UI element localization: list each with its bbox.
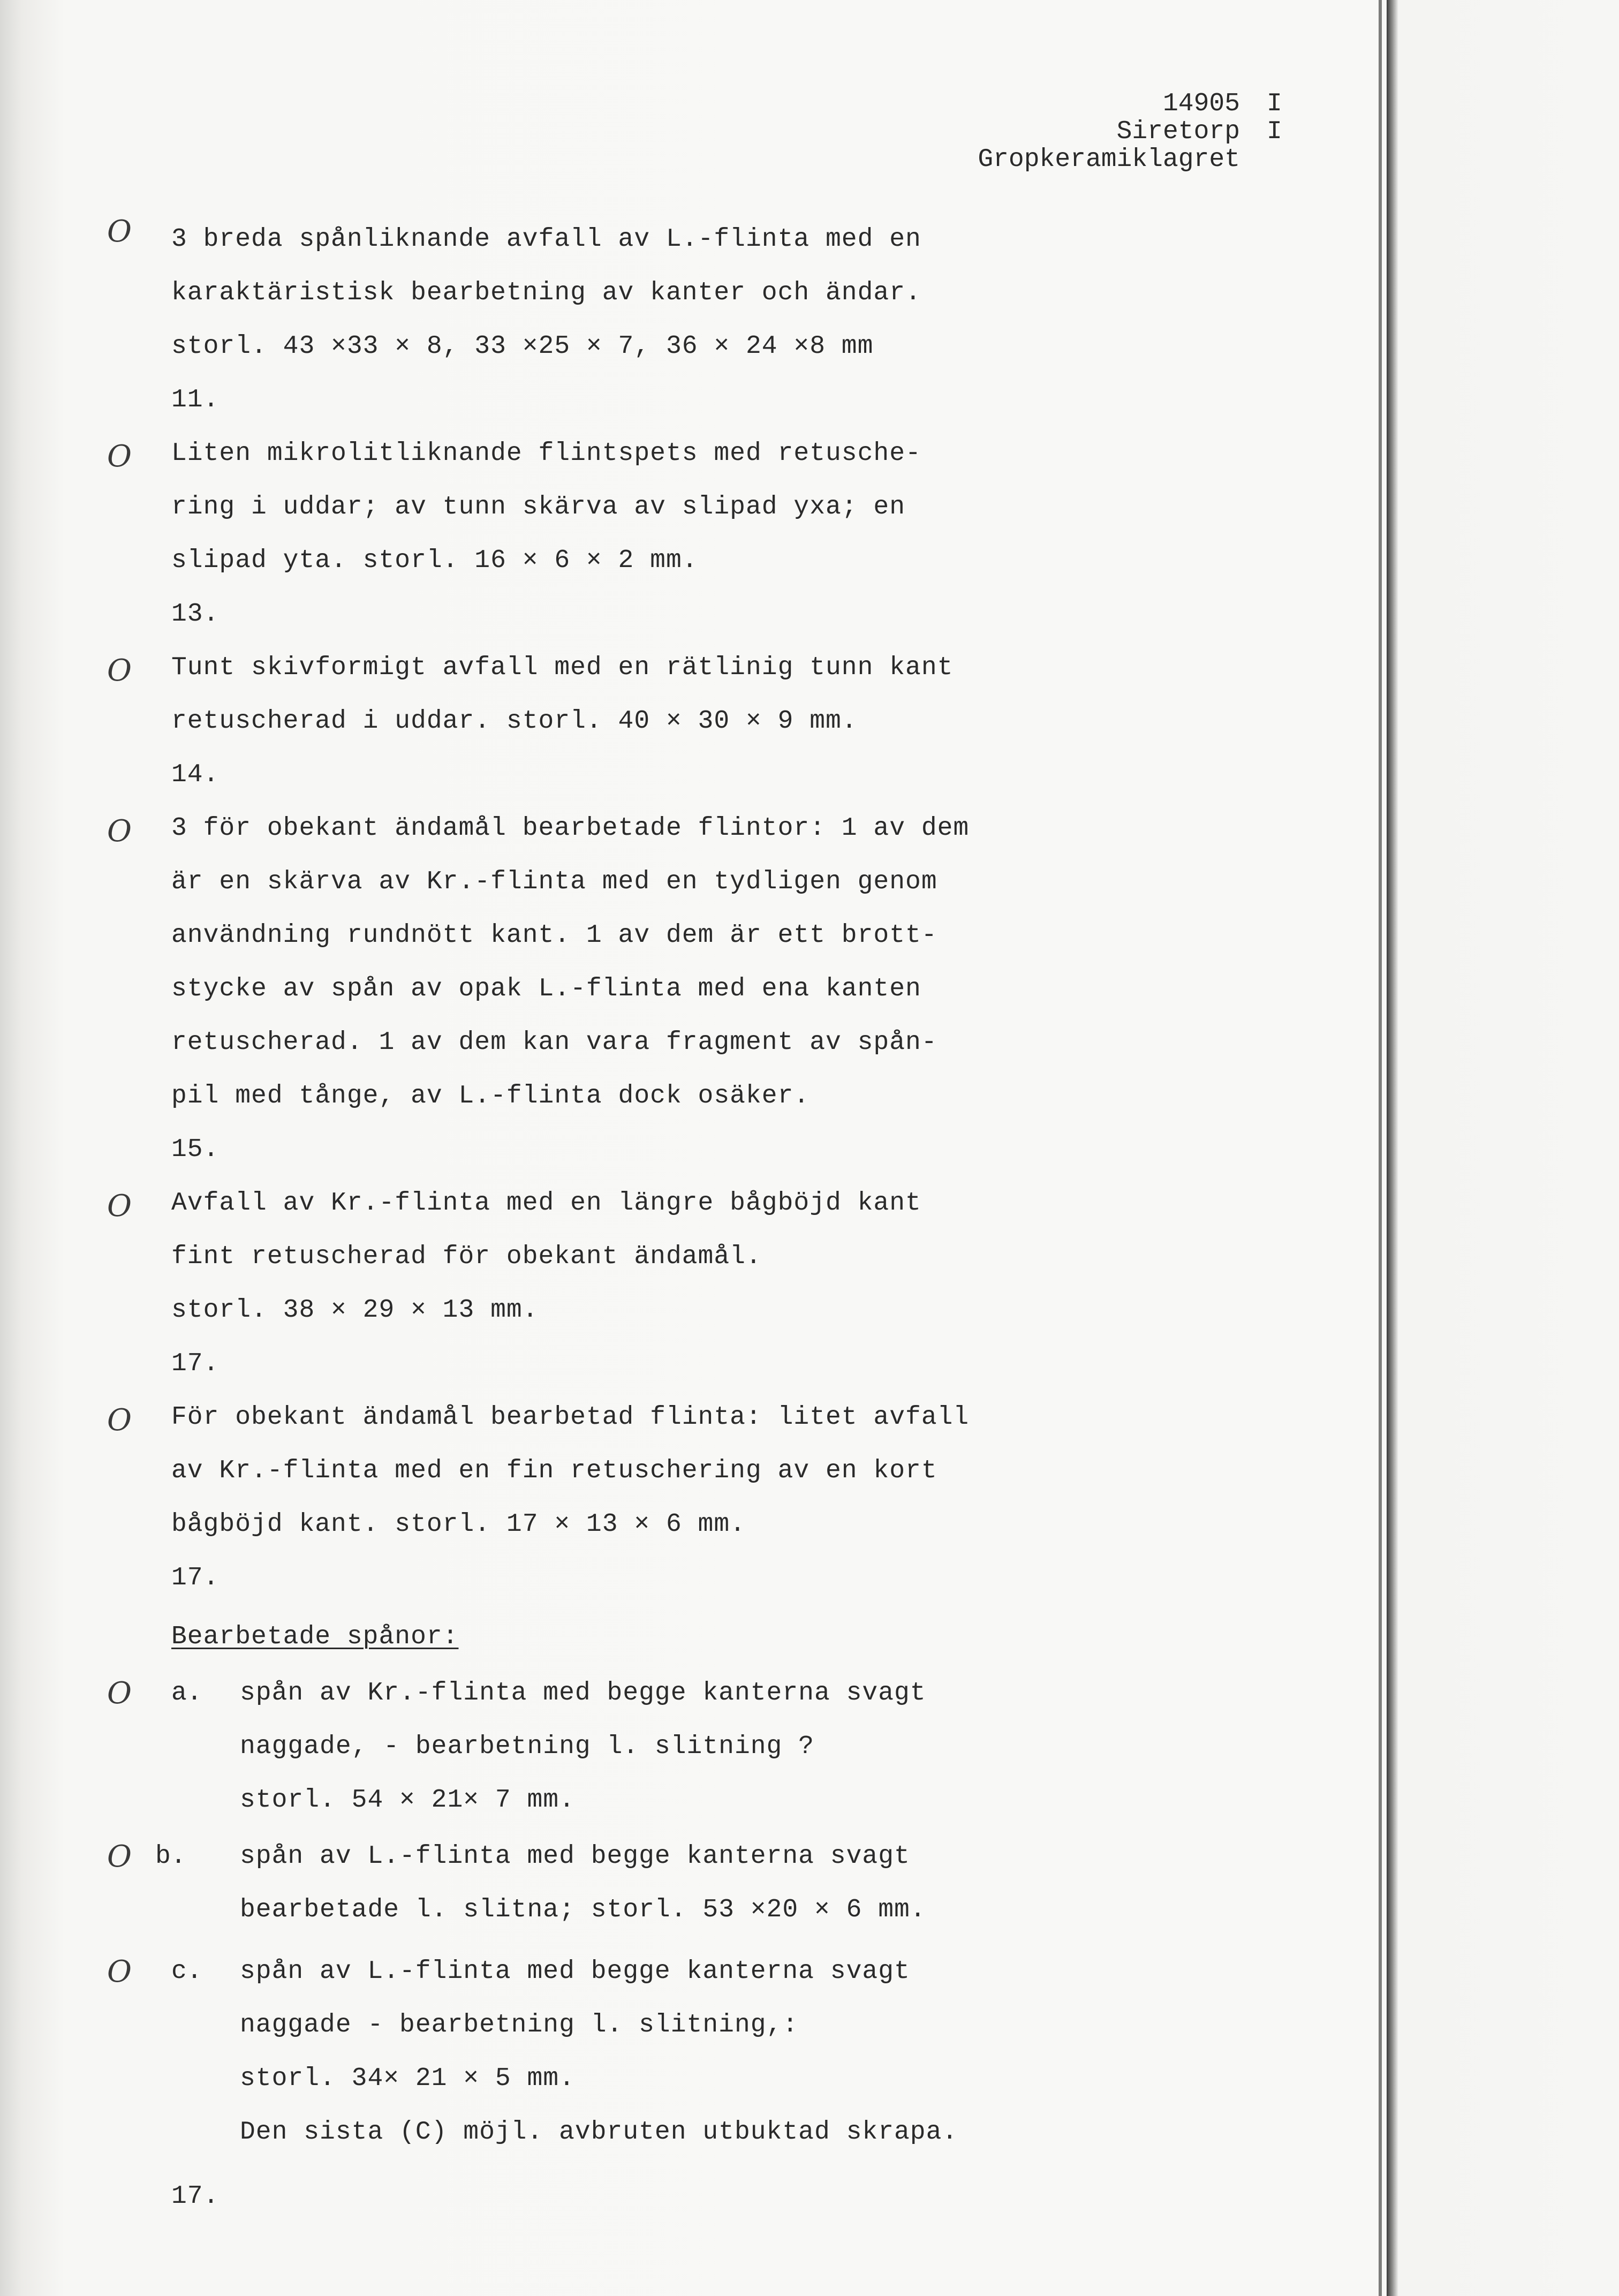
entry-3-line-2: retuscherad i uddar. storl. 40 × 30 × 9 mm.: [171, 707, 858, 736]
volume-mark-1: I: [1267, 89, 1282, 118]
margin-mark: O: [107, 1839, 132, 1874]
entry-6-number: 17.: [171, 1564, 220, 1592]
binding-edge: [1379, 0, 1382, 2296]
site-name: Siretorp: [1116, 117, 1240, 146]
layer-name: Gropkeramiklagret: [978, 145, 1240, 174]
entry-1-line-2: karaktäristisk bearbetning av kanter och ändar.: [171, 278, 921, 307]
entry-6-line-3: bågböjd kant. storl. 17 × 13 × 6 mm.: [171, 1510, 746, 1539]
binding-spine: [1387, 0, 1619, 2296]
entry-6-line-2: av Kr.-flinta med en fin retuschering av en kort: [171, 1456, 937, 1485]
catalog-number: 14905: [1162, 89, 1240, 118]
item-a-line-2: naggade, - bearbetning l. slitning ?: [240, 1732, 814, 1761]
final-number: 17.: [171, 2182, 220, 2211]
item-letter-a: a.: [171, 1679, 202, 1708]
entry-5-line-3: storl. 38 × 29 × 13 mm.: [171, 1296, 539, 1325]
entry-4-line-1: 3 för obekant ändamål bearbetade flintor: 1 av dem: [171, 814, 970, 843]
entry-5-line-2: fint retuscherad för obekant ändamål.: [171, 1242, 762, 1271]
entry-3-line-1: Tunt skivformigt avfall med en rätlinig tunn kant: [171, 653, 954, 682]
margin-mark: O: [107, 1189, 132, 1223]
item-c-line-4: Den sista (C) möjl. avbruten utbuktad skrapa.: [240, 2118, 958, 2147]
entry-4-number: 15.: [171, 1135, 220, 1164]
margin-mark: O: [107, 1403, 132, 1438]
item-c-line-2: naggade - bearbetning l. slitning,:: [240, 2011, 799, 2040]
spanor-heading: Bearbetade spånor:: [171, 1622, 459, 1651]
entry-1-number: 11.: [171, 386, 220, 414]
item-c-line-1: spån av L.-flinta med begge kanterna svagt: [240, 1957, 910, 1986]
entry-5-line-1: Avfall av Kr.-flinta med en längre bågböjd kant: [171, 1189, 921, 1218]
margin-mark: O: [107, 1954, 132, 1989]
entry-2-line-3: slipad yta. storl. 16 × 6 × 2 mm.: [171, 546, 698, 575]
item-c-line-3: storl. 34× 21 × 5 mm.: [240, 2064, 575, 2093]
item-a-line-3: storl. 54 × 21× 7 mm.: [240, 1786, 575, 1815]
entry-4-line-4: stycke av spån av opak L.-flinta med ena kanten: [171, 975, 921, 1003]
entry-4-line-5: retuscherad. 1 av dem kan vara fragment av spån-: [171, 1028, 937, 1057]
margin-mark: O: [107, 439, 132, 474]
entry-4-line-3: användning rundnött kant. 1 av dem är ett brott-: [171, 921, 937, 950]
entry-5-number: 17.: [171, 1349, 220, 1378]
item-letter-c: c.: [171, 1957, 202, 1986]
entry-4-line-6: pil med tånge, av L.-flinta dock osäker.: [171, 1082, 810, 1111]
entry-1-line-3: storl. 43 ×33 × 8, 33 ×25 × 7, 36 × 24 ×8 mm: [171, 332, 874, 361]
entry-3-number: 14.: [171, 760, 220, 789]
entry-1-line-1: 3 breda spånliknande avfall av L.-flinta med en: [171, 225, 921, 254]
entry-4-line-2: är en skärva av Kr.-flinta med en tydligen genom: [171, 867, 937, 896]
item-a-line-1: spån av Kr.-flinta med begge kanterna svagt: [240, 1679, 926, 1708]
volume-mark-2: I: [1267, 117, 1282, 146]
entry-6-line-1: För obekant ändamål bearbetad flinta: litet avfall: [171, 1403, 970, 1432]
margin-mark: O: [107, 1676, 132, 1711]
entry-2-number: 13.: [171, 600, 220, 629]
entry-2-line-1: Liten mikrolitliknande flintspets med retusche-: [171, 439, 921, 468]
item-b-line-1: spån av L.-flinta med begge kanterna svagt: [240, 1842, 910, 1871]
entry-2-line-2: ring i uddar; av tunn skärva av slipad yxa; en: [171, 493, 906, 522]
item-b-line-2: bearbetade l. slitna; storl. 53 ×20 × 6 mm.: [240, 1895, 926, 1924]
margin-mark: O: [107, 653, 132, 688]
margin-mark: O: [107, 214, 132, 249]
page-header: [978, 89, 1282, 174]
item-letter-b: b.: [155, 1842, 186, 1871]
margin-mark: O: [107, 814, 132, 849]
